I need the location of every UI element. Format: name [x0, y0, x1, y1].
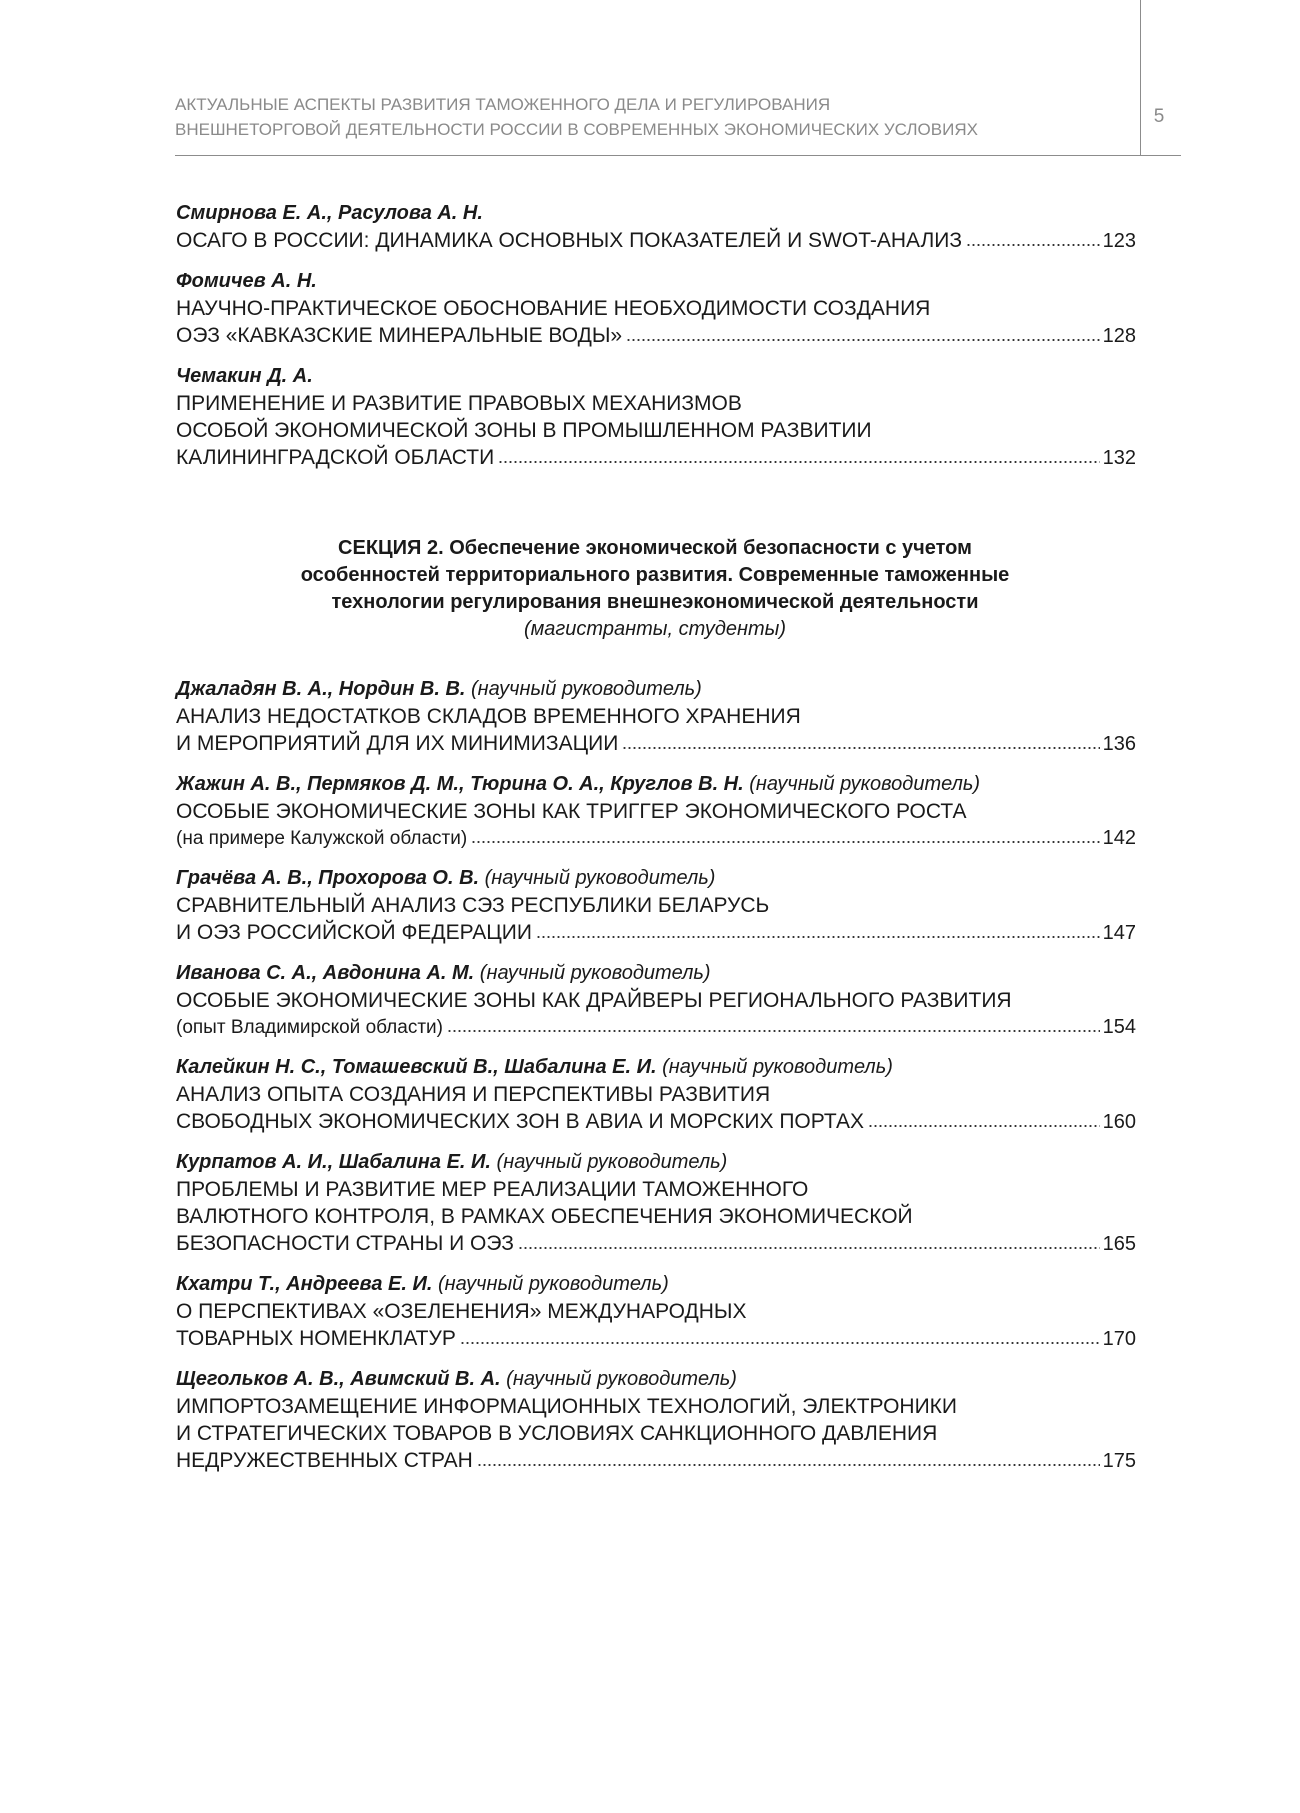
toc-entry-title-line: НЕДРУЖЕСТВЕННЫХ СТРАН: [176, 1449, 473, 1472]
toc-entry-title-line: ТОВАРНЫХ НОМЕНКЛАТУР: [176, 1327, 456, 1350]
toc-entry[interactable]: [176, 1366, 1136, 1475]
toc-entry-authors: Смирнова Е. А., Расулова А. Н.: [176, 202, 483, 224]
toc-entry[interactable]: [176, 268, 1136, 350]
toc-entry-role: (научный руководитель): [437, 1273, 669, 1295]
running-header: [175, 92, 1135, 142]
toc-entry[interactable]: [176, 865, 1136, 947]
toc-entry-authors-line: [176, 268, 1136, 295]
toc-entry-authors: Джаладян В. А., Нордин В. В.: [176, 678, 466, 700]
toc-entry-title-line: (опыт Владимирской области): [176, 1017, 443, 1038]
toc-entry-authors: Чемакин Д. А.: [176, 365, 313, 387]
toc-entry-title-line: СРАВНИТЕЛЬНЫЙ АНАЛИЗ СЭЗ РЕСПУБЛИКИ БЕЛАРУСЬ: [176, 894, 770, 917]
toc-entry-page-number: 142: [1102, 827, 1136, 849]
running-header-line-2: ВНЕШНЕТОРГОВОЙ ДЕЯТЕЛЬНОСТИ РОССИИ В СОВРЕМЕННЫХ ЭКОНОМИЧЕСКИХ УСЛОВИЯХ: [175, 120, 978, 139]
toc-entry-title-line: СВОБОДНЫХ ЭКОНОМИЧЕСКИХ ЗОН В АВИА И МОРСКИХ ПОРТАХ: [176, 1110, 864, 1133]
dot-leader: [626, 338, 1100, 342]
toc-entry[interactable]: [176, 363, 1136, 472]
toc-entry[interactable]: [176, 1054, 1136, 1136]
toc-entry-role: (научный руководитель): [506, 1368, 737, 1390]
toc-entry-last-line: [176, 919, 1136, 947]
page-number: 5: [1153, 106, 1165, 127]
toc-entry[interactable]: [176, 1271, 1136, 1353]
toc-entry-last-line: [176, 1325, 1136, 1353]
toc-entry-title-line: И СТРАТЕГИЧЕСКИХ ТОВАРОВ В УСЛОВИЯХ САНКЦИОННОГО ДАВЛЕНИЯ: [176, 1422, 938, 1445]
toc-entry-role: (научный руководитель): [479, 962, 711, 984]
toc-entry-authors: Калейкин Н. С., Томашевский В., Шабалина Е. И.: [176, 1056, 657, 1078]
toc-entry-last-line: [176, 1108, 1136, 1136]
toc-entry-authors-line: [176, 1271, 1136, 1298]
toc-list-bottom: [176, 676, 1136, 1488]
dot-leader: [966, 243, 1100, 247]
toc-entry-page-number: 170: [1102, 1328, 1136, 1350]
toc-entry-title-line: ПРОБЛЕМЫ И РАЗВИТИЕ МЕР РЕАЛИЗАЦИИ ТАМОЖЕННОГО: [176, 1178, 809, 1201]
toc-entry-last-line: [176, 444, 1136, 472]
toc-entry-last-line: [176, 730, 1136, 758]
toc-entry-role: (научный руководитель): [749, 773, 981, 795]
dot-leader: [471, 840, 1099, 844]
toc-entry-page-number: 165: [1102, 1233, 1136, 1255]
toc-entry-title-line: ОЭЗ «КАВКАЗСКИЕ МИНЕРАЛЬНЫЕ ВОДЫ»: [176, 324, 623, 347]
toc-entry-authors: Жажин А. В., Пермяков Д. М., Тюрина О. А., Круглов В. Н.: [176, 773, 744, 795]
toc-entry-title-line: О ПЕРСПЕКТИВАХ «ОЗЕЛЕНЕНИЯ» МЕЖДУНАРОДНЫХ: [176, 1300, 747, 1323]
section-heading: [175, 535, 1135, 643]
toc-entry-authors: Фомичев А. Н.: [176, 270, 317, 292]
toc-entry-last-line: [176, 322, 1136, 350]
toc-entry-page-number: 175: [1102, 1450, 1136, 1472]
toc-entry-page-number: 128: [1102, 325, 1136, 347]
toc-entry-title-line: ОСОБЫЕ ЭКОНОМИЧЕСКИЕ ЗОНЫ КАК ДРАЙВЕРЫ РЕГИОНАЛЬНОГО РАЗВИТИЯ: [176, 989, 1012, 1012]
toc-entry-last-line: [176, 1014, 1136, 1041]
toc-entry-title-line: ОСОБОЙ ЭКОНОМИЧЕСКОЙ ЗОНЫ В ПРОМЫШЛЕННОМ РАЗВИТИИ: [176, 419, 872, 442]
toc-entry-authors-line: [176, 200, 1136, 227]
toc-entry-title-line: АНАЛИЗ ОПЫТА СОЗДАНИЯ И ПЕРСПЕКТИВЫ РАЗВИТИЯ: [176, 1083, 771, 1106]
toc-entry-last-line: [176, 825, 1136, 852]
toc-entry-page-number: 160: [1102, 1111, 1136, 1133]
toc-entry-authors-line: [176, 771, 1136, 798]
dot-leader: [460, 1341, 1100, 1345]
dot-leader: [868, 1124, 1100, 1128]
toc-entry-title-line: (на примере Калужской области): [176, 828, 468, 849]
toc-entry-last-line: [176, 1447, 1136, 1475]
toc-entry-authors: Кхатри Т., Андреева Е. И.: [176, 1273, 433, 1295]
dot-leader: [536, 935, 1100, 939]
toc-entry-title-line: ВАЛЮТНОГО КОНТРОЛЯ, В РАМКАХ ОБЕСПЕЧЕНИЯ ЭКОНОМИЧЕСКОЙ: [176, 1205, 913, 1228]
toc-entry-title-line: БЕЗОПАСНОСТИ СТРАНЫ И ОЭЗ: [176, 1232, 514, 1255]
toc-entry-title-line: ОСАГО В РОССИИ: ДИНАМИКА ОСНОВНЫХ ПОКАЗАТЕЛЕЙ И SWOT-АНАЛИЗ: [176, 229, 963, 252]
toc-entry-title-line: И МЕРОПРИЯТИЙ ДЛЯ ИХ МИНИМИЗАЦИИ: [176, 732, 619, 755]
toc-entry-page-number: 136: [1102, 733, 1136, 755]
toc-entry-title-line: ИМПОРТОЗАМЕЩЕНИЕ ИНФОРМАЦИОННЫХ ТЕХНОЛОГИЙ, ЭЛЕКТРОНИКИ: [176, 1395, 957, 1418]
toc-entry-authors: Курпатов А. И., Шабалина Е. И.: [176, 1151, 491, 1173]
toc-entry-authors-line: [176, 865, 1136, 892]
section-heading-line-1: СЕКЦИЯ 2. Обеспечение экономической безопасности с учетом: [338, 537, 972, 559]
section-heading-line-3: технологии регулирования внешнеэкономической деятельности: [331, 591, 979, 613]
toc-entry-authors-line: [176, 1054, 1136, 1081]
section-heading-line-2: особенностей территориального развития. Современные таможенные: [300, 564, 1010, 586]
toc-entry-last-line: [176, 1230, 1136, 1258]
dot-leader: [447, 1029, 1100, 1033]
toc-entry-authors-line: [176, 676, 1136, 703]
toc-entry-role: (научный руководитель): [662, 1056, 893, 1078]
dot-leader: [518, 1246, 1100, 1250]
toc-entry-title-line: ПРИМЕНЕНИЕ И РАЗВИТИЕ ПРАВОВЫХ МЕХАНИЗМОВ: [176, 392, 742, 415]
toc-entry-title-line: КАЛИНИНГРАДСКОЙ ОБЛАСТИ: [176, 446, 495, 469]
toc-entry[interactable]: [176, 960, 1136, 1041]
toc-entry-title-line: ОСОБЫЕ ЭКОНОМИЧЕСКИЕ ЗОНЫ КАК ТРИГГЕР ЭКОНОМИЧЕСКОГО РОСТА: [176, 800, 967, 823]
toc-entry-title-line: АНАЛИЗ НЕДОСТАТКОВ СКЛАДОВ ВРЕМЕННОГО ХРАНЕНИЯ: [176, 705, 801, 728]
toc-entry-last-line: [176, 227, 1136, 255]
toc-entry-title-line: НАУЧНО-ПРАКТИЧЕСКОЕ ОБОСНОВАНИЕ НЕОБХОДИМОСТИ СОЗДАНИЯ: [176, 297, 931, 320]
running-header-line-1: АКТУАЛЬНЫЕ АСПЕКТЫ РАЗВИТИЯ ТАМОЖЕННОГО ДЕЛА И РЕГУЛИРОВАНИЯ: [175, 95, 831, 114]
toc-entry-page-number: 147: [1102, 922, 1136, 944]
dot-leader: [622, 746, 1099, 750]
toc-entry-authors-line: [176, 1366, 1136, 1393]
toc-entry-authors-line: [176, 1149, 1136, 1176]
section-subtitle: (магистранты, студенты): [523, 618, 787, 640]
toc-entry-authors: Иванова С. А., Авдонина А. М.: [176, 962, 475, 984]
toc-list-top: [176, 200, 1136, 485]
toc-entry-authors-line: [176, 363, 1136, 390]
toc-entry[interactable]: [176, 1149, 1136, 1258]
header-vertical-rule: [1140, 0, 1141, 155]
toc-entry-role: (научный руководитель): [484, 867, 716, 889]
toc-entry-page-number: 132: [1102, 447, 1136, 469]
dot-leader: [477, 1463, 1100, 1467]
toc-entry[interactable]: [176, 771, 1136, 852]
toc-entry-role: (научный руководитель): [471, 678, 702, 700]
toc-entry-title-line: И ОЭЗ РОССИЙСКОЙ ФЕДЕРАЦИИ: [176, 921, 532, 944]
toc-entry-page-number: 154: [1102, 1016, 1136, 1038]
toc-entry[interactable]: [176, 200, 1136, 255]
toc-entry-authors-line: [176, 960, 1136, 987]
toc-entry-authors: Грачёва А. В., Прохорова О. В.: [176, 867, 480, 889]
header-horizontal-rule: [175, 155, 1181, 156]
dot-leader: [498, 460, 1099, 464]
toc-entry[interactable]: [176, 676, 1136, 758]
toc-entry-authors: Щегольков А. В., Авимский В. А.: [176, 1368, 501, 1390]
toc-entry-page-number: 123: [1102, 230, 1136, 252]
toc-entry-role: (научный руководитель): [496, 1151, 728, 1173]
